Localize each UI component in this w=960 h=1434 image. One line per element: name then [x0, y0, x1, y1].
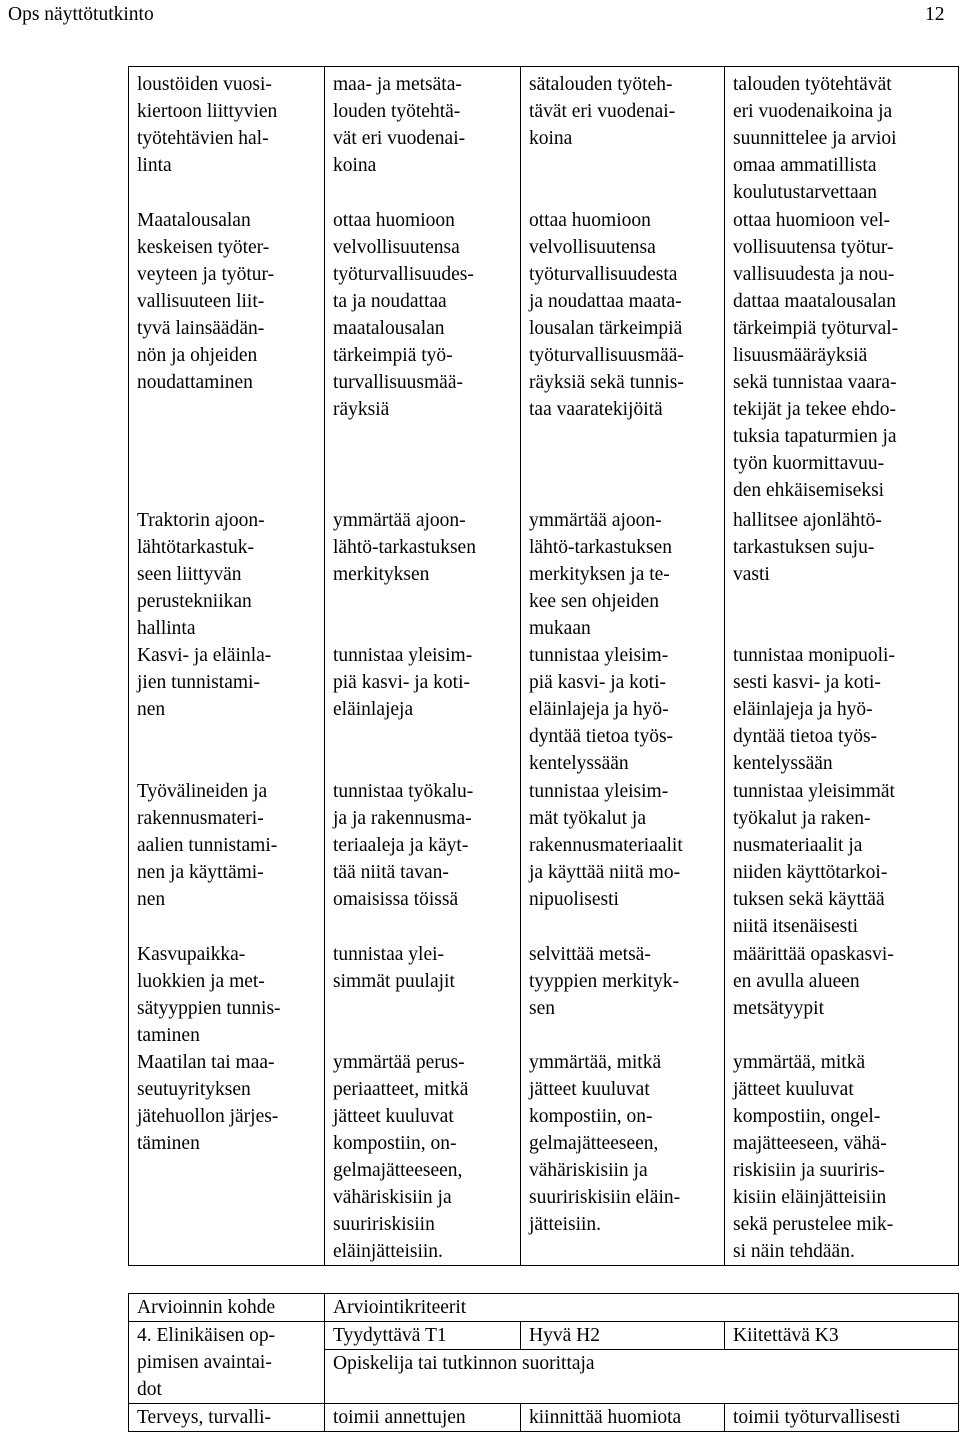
grade-satisfactory: Tyydyttävä T1 [325, 1322, 521, 1350]
page-number: 12 [925, 4, 945, 25]
criteria-text-block: Traktorin ajoon- lähtötarkastuk- seen liittyvän perustekniikan hallinta [137, 510, 265, 639]
criteria-text-block: ymmärtää perus- periaatteet, mitkä jätteet kuuluvat kompostiin, on- gelmajätteeseen, vähäriskisiin ja suuririskisiin eläinjätteisiin. [333, 1052, 469, 1262]
criteria-text-block: tunnistaa yleisim- mät työkalut ja rakennusmateriaalit ja käyttää niitä mo- nipuolisesti [529, 781, 683, 910]
competence-area-label: 4. Elinikäisen op- pimisen avaintai- dot [129, 1322, 325, 1404]
subject-label: Opiskelija tai tutkinnon suorittaja [325, 1350, 959, 1404]
grade-excellent: Kiitettävä K3 [725, 1322, 959, 1350]
criteria-text-block: tunnistaa monipuoli- sesti kasvi- ja koti- eläinlajeja ja hyö- dyntää tietoa työs- kentelyssään [733, 645, 895, 774]
criteria-text-block: tunnistaa yleisim- piä kasvi- ja koti- eläinlajeja ja hyö- dyntää tietoa työs- kentelyssään [529, 645, 674, 774]
document-title: Ops näyttötutkinto [8, 4, 154, 25]
criteria-text-block: sätalouden työteh- tävät eri vuodenai- koina [529, 74, 676, 149]
topic-label: Terveys, turvalli- [129, 1404, 325, 1432]
header-row [129, 1294, 959, 1322]
excellent-column [725, 67, 959, 1266]
criteria-text-block: Maatalousalan keskeisen työter- veyteen ja työtur- vallisuuteen liit- tyvä lainsäädän- nön ja ohjeiden noudattaminen [137, 210, 275, 393]
criteria-text-block: tunnistaa työkalu- ja ja rakennusma- teriaaleja ja käyt- tää niitä tavan- omaisissa töissä [333, 781, 474, 910]
criterion-excellent: toimii työturvallisesti [725, 1404, 959, 1432]
criteria-text-block: selvittää metsä- tyyppien merkityk- sen [529, 944, 680, 1019]
grade-row [129, 1322, 959, 1350]
criteria-text-block: tunnistaa yleisimmät työkalut ja raken- nusmateriaalit ja niiden käyttötarkoi- tuksen sekä käyttää niitä itsenäisesti [733, 781, 895, 937]
criterion-good: kiinnittää huomiota [521, 1404, 725, 1432]
assessment-criteria-header: Arviointikriteerit [325, 1294, 959, 1322]
criteria-text-block: Työvälineiden ja rakennusmateri- aalien tunnistami- nen ja käyttämi- nen [137, 781, 278, 910]
criteria-text-block: ottaa huomioon velvollisuutensa työturvallisuudes- ta ja noudattaa maatalousalan tärkeimpiä työ- turvallisuusmää- räyksiä [333, 210, 474, 420]
criteria-text-block: ymmärtää ajoon- lähtö-tarkastuksen merkityksen [333, 510, 476, 585]
criteria-text-block: maa- ja metsäta- louden työtehtä- vät eri vuodenai- koina [333, 74, 466, 176]
criteria-text-block: Maatilan tai maa- seutuyrityksen jätehuollon järjes- täminen [137, 1052, 279, 1154]
good-column [521, 67, 725, 1266]
criteria-text-block: määrittää opaskasvi- en avulla alueen metsätyypit [733, 944, 894, 1019]
criteria-text-block: ottaa huomioon velvollisuutensa työturvallisuudesta ja noudattaa maata- lousalan tärkeimpiä työturvallisuusmää- räyksiä sekä tunnis- taa vaaratekijöitä [529, 210, 684, 420]
criteria-table [128, 66, 959, 1266]
criteria-text-block: ymmärtää, mitkä jätteet kuuluvat kompostiin, ongel- majätteeseen, vähä- riskisiin ja suuriris- kisiin eläinjätteisiin sekä perustelee mik- si näin tehdään. [733, 1052, 894, 1262]
criteria-text-block: ymmärtää ajoon- lähtö-tarkastuksen merkityksen ja te- kee sen ohjeiden mukaan [529, 510, 672, 639]
criteria-text-block: tunnistaa ylei- simmät puulajit [333, 944, 455, 992]
page-header [0, 0, 960, 27]
criteria-start-row [129, 1404, 959, 1432]
criteria-row [129, 67, 959, 1266]
criteria-text-block: talouden työtehtävät eri vuodenaikoina ja suunnittelee ja arvioi omaa ammatillista koulutustarvettaan [733, 74, 897, 203]
criteria-text-block: Kasvupaikka- luokkien ja met- sätyyppien tunnis- taminen [137, 944, 281, 1046]
criteria-text-block: loustöiden vuosi- kiertoon liittyvien työtehtävien hal- linta [137, 74, 278, 176]
satisfactory-column [325, 67, 521, 1266]
assessment-target-header: Arvioinnin kohde [129, 1294, 325, 1322]
criteria-text-block: tunnistaa yleisim- piä kasvi- ja koti- eläinlajeja [333, 645, 473, 720]
criteria-text-block: Kasvi- ja eläinla- jien tunnistami- nen [137, 645, 272, 720]
criteria-text-block: ymmärtää, mitkä jätteet kuuluvat kompostiin, on- gelmajätteeseen, vähäriskisiin ja suuririskisiin eläin- jätteisiin. [529, 1052, 681, 1235]
assessment-target-column [129, 67, 325, 1266]
criteria-header-table [128, 1293, 959, 1432]
criteria-text-block: hallitsee ajonlähtö- tarkastuksen suju- vasti [733, 510, 882, 585]
criteria-text-block: ottaa huomioon vel- vollisuutensa työtur- vallisuudesta ja nou- dattaa maatalousalan tärkeimpiä työturval- lisuusmääräyksiä sekä tunnistaa vaara- tekijät ja tekee ehdo- tuksia tapaturmien ja työn kuormittavuu- den ehkäisemiseksi [733, 210, 899, 501]
criterion-satisfactory: toimii annettujen [325, 1404, 521, 1432]
grade-good: Hyvä H2 [521, 1322, 725, 1350]
